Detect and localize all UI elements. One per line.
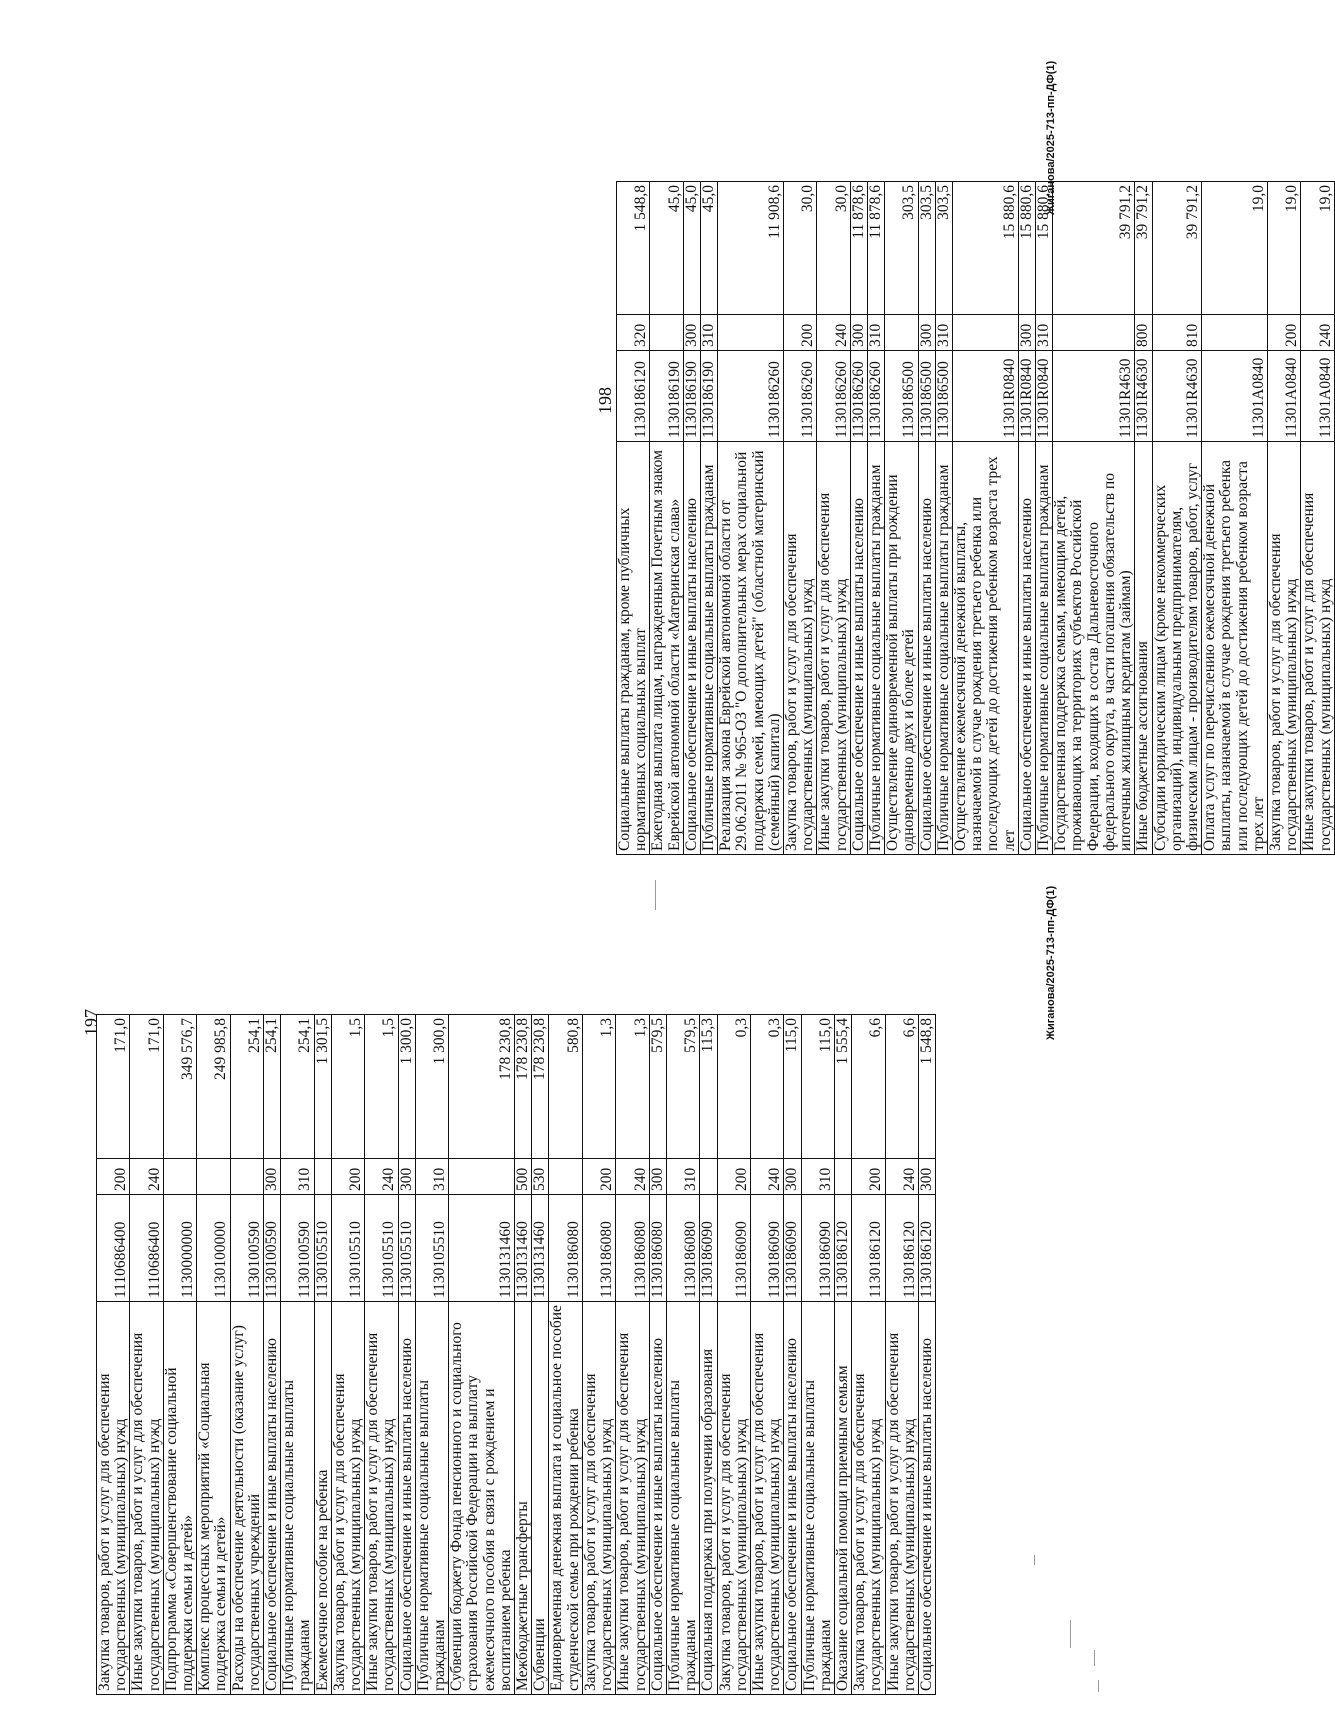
row-name: Социальное обеспечение и иные выплаты населению (683, 442, 700, 855)
row-name: Единовременная денежная выплата и социальное пособие студенческой семье при рождении ребенка (549, 1302, 582, 1695)
row-code: 1130186190 (701, 351, 718, 442)
row-type (885, 315, 918, 351)
table-row (868, 182, 885, 855)
row-type: 200 (784, 315, 817, 351)
row-code: 11301R0840 (1036, 351, 1053, 442)
table-row (616, 1015, 649, 1695)
row-amount: 0,3 (717, 1015, 750, 1159)
row-code: 1130186120 (885, 1195, 918, 1302)
row-amount: 15 880,6 (953, 182, 1019, 315)
row-name: Социальное обеспечение и иные выплаты населению (918, 442, 935, 855)
row-type (650, 315, 683, 351)
row-name: Закупка товаров, работ и услуг для обеспечения государственных (муниципальных) нужд (582, 1302, 615, 1695)
row-type (197, 1159, 230, 1195)
row-amount: 1,3 (582, 1015, 615, 1159)
row-type (1053, 315, 1135, 351)
row-amount: 178 230,8 (532, 1015, 549, 1159)
row-name: Публичные нормативные социальные выплаты гражданам (281, 1302, 314, 1695)
row-name: Закупка товаров, работ и услуг для обеспечения государственных (муниципальных) нужд (1267, 442, 1300, 855)
table-row (935, 182, 952, 855)
row-name: Субвенции бюджету Фонда пенсионного и социального страхования Российской Федерации на выплату ежемесячного пособия в связи с рождением и воспитанием ребенка (449, 1302, 515, 1695)
scan-mark (1034, 1555, 1035, 1565)
row-name: Межбюджетные трансферты (515, 1302, 532, 1695)
row-name: Публичные нормативные социальные выплаты гражданам (1036, 442, 1053, 855)
row-amount: 39 791,2 (1152, 182, 1202, 315)
row-amount: 579,5 (649, 1015, 666, 1159)
row-code: 1130186080 (549, 1195, 582, 1302)
row-code: 11301R0840 (1018, 351, 1035, 442)
row-name: Социальное обеспечение и иные выплаты населению (398, 1302, 415, 1695)
row-code: 1130186090 (717, 1195, 750, 1302)
row-name: Социальное обеспечение и иные выплаты населению (850, 442, 867, 855)
row-amount: 1,5 (365, 1015, 398, 1159)
row-amount: 0,3 (750, 1015, 783, 1159)
row-code: 1130186260 (817, 351, 850, 442)
row-code: 1130105510 (398, 1195, 415, 1302)
table-row (415, 1015, 448, 1695)
table-row (885, 1015, 918, 1695)
row-code: 11301A0840 (1301, 351, 1334, 442)
table-row (130, 1015, 163, 1695)
page-number-right: 198 (595, 387, 615, 414)
row-amount: 39 791,2 (1053, 182, 1135, 315)
footer-right: Жиганова/2025-713-пп-ДФ(1) (1045, 60, 1057, 215)
row-amount: 1 555,4 (834, 1015, 851, 1159)
row-code: 1130186120 (918, 1195, 935, 1302)
row-type: 310 (868, 315, 885, 351)
row-amount: 45,0 (701, 182, 718, 315)
row-type: 310 (415, 1159, 448, 1195)
row-amount: 171,0 (97, 1015, 130, 1159)
row-name: Ежегодная выплата лицам, награжденным Почетным знаком Еврейской автономной области «Материнская слава» (650, 442, 683, 855)
table-row (918, 1015, 935, 1695)
row-type: 300 (850, 315, 867, 351)
row-code: 1130186090 (801, 1195, 834, 1302)
row-type: 200 (97, 1159, 130, 1195)
row-amount: 45,0 (650, 182, 683, 315)
row-code: 11301R4630 (1135, 351, 1152, 442)
row-amount: 30,0 (784, 182, 817, 315)
row-type: 200 (331, 1159, 364, 1195)
row-code: 11301R4630 (1053, 351, 1135, 442)
footer-left: Жиганова/2025-713-пп-ДФ(1) (1045, 885, 1057, 1040)
row-name: Закупка товаров, работ и услуг для обеспечения государственных (муниципальных) нужд (331, 1302, 364, 1695)
table-row (885, 182, 918, 855)
row-amount: 19,0 (1202, 182, 1268, 315)
table-row (1053, 182, 1135, 855)
row-name: Иные закупки товаров, работ и услуг для обеспечения государственных (муниципальных) нужд (365, 1302, 398, 1695)
table-row (1018, 182, 1035, 855)
table-row (700, 1015, 717, 1695)
row-name: Публичные нормативные социальные выплаты гражданам (868, 442, 885, 855)
table-row (365, 1015, 398, 1695)
row-amount: 349 576,7 (163, 1015, 196, 1159)
row-amount: 45,0 (683, 182, 700, 315)
row-amount: 303,5 (918, 182, 935, 315)
table-row (817, 182, 850, 855)
row-name: Социальные выплаты гражданам, кроме публичных нормативных социальных выплат (617, 442, 650, 855)
row-amount: 1,3 (616, 1015, 649, 1159)
row-code: 1130186120 (852, 1195, 885, 1302)
scan-mark (1070, 1620, 1071, 1648)
row-type: 200 (582, 1159, 615, 1195)
row-amount: 15 880,6 (1018, 182, 1035, 315)
row-type (230, 1159, 263, 1195)
row-code: 1130186260 (718, 351, 784, 442)
row-amount: 254,1 (230, 1015, 263, 1159)
row-code: 1130105510 (314, 1195, 331, 1302)
row-type: 300 (784, 1159, 801, 1195)
row-name: Закупка товаров, работ и услуг для обеспечения государственных (муниципальных) нужд (97, 1302, 130, 1695)
row-amount: 1 548,8 (918, 1015, 935, 1159)
row-name: Публичные нормативные социальные выплаты гражданам (666, 1302, 699, 1695)
row-code: 1130131460 (449, 1195, 515, 1302)
table-row (649, 1015, 666, 1695)
row-type: 810 (1152, 315, 1202, 351)
table-row (97, 1015, 130, 1695)
row-amount: 249 985,8 (197, 1015, 230, 1159)
row-code: 1130100590 (281, 1195, 314, 1302)
table-row (582, 1015, 615, 1695)
row-amount: 1 301,5 (314, 1015, 331, 1159)
table-row (1267, 182, 1300, 855)
row-type: 240 (750, 1159, 783, 1195)
table-row (953, 182, 1019, 855)
row-code: 11301A0840 (1267, 351, 1300, 442)
table-row (852, 1015, 885, 1695)
row-type: 240 (365, 1159, 398, 1195)
row-amount: 580,8 (549, 1015, 582, 1159)
table-row (717, 1015, 750, 1695)
table-row (801, 1015, 834, 1695)
row-type: 240 (885, 1159, 918, 1195)
row-code: 1130100000 (197, 1195, 230, 1302)
row-code: 1130131460 (532, 1195, 549, 1302)
row-name: Социальное обеспечение и иные выплаты населению (264, 1302, 281, 1695)
row-type (700, 1159, 717, 1195)
table-row (750, 1015, 783, 1695)
row-amount: 171,0 (130, 1015, 163, 1159)
row-code: 1130186080 (666, 1195, 699, 1302)
row-code: 1130186090 (784, 1195, 801, 1302)
row-type: 240 (130, 1159, 163, 1195)
table-row (398, 1015, 415, 1695)
row-name: Комплекс процессных мероприятий «Социальная поддержка семьи и детей» (197, 1302, 230, 1695)
page-number-left: 197 (81, 1009, 101, 1036)
row-name: Иные закупки товаров, работ и услуг для обеспечения государственных (муниципальных) нужд (616, 1302, 649, 1695)
row-name: Реализация закона Еврейской автономной области от 29.06.2011 № 965-ОЗ "О дополнительных мерах социальной поддержки семей, имеющих детей" (областной материнский (семейный) капитал) (718, 442, 784, 855)
row-code: 1130186260 (784, 351, 817, 442)
row-type: 310 (666, 1159, 699, 1195)
row-code: 1130105510 (331, 1195, 364, 1302)
row-code: 1130186500 (885, 351, 918, 442)
row-code: 1130186190 (650, 351, 683, 442)
row-code: 1110686400 (130, 1195, 163, 1302)
row-type: 300 (918, 315, 935, 351)
row-amount: 254,1 (264, 1015, 281, 1159)
table-row (449, 1015, 515, 1695)
row-type: 800 (1135, 315, 1152, 351)
row-name: Оплата услуг по перечислению ежемесячной денежной выплаты, назначаемой в случае рождения третьего ребенка или последующих детей до достижения ребенком возраста трех лет (1202, 442, 1268, 855)
table-row (617, 182, 650, 855)
row-type (163, 1159, 196, 1195)
row-name: Осуществление ежемесячной денежной выплаты, назначаемой в случае рождения третьего ребенка или последующих детей до достижения ребенком возраста трех лет (953, 442, 1019, 855)
table-row (1152, 182, 1202, 855)
row-name: Ежемесячное пособие на ребенка (314, 1302, 331, 1695)
row-amount: 178 230,8 (515, 1015, 532, 1159)
table-row (331, 1015, 364, 1695)
table-row (701, 182, 718, 855)
row-code: 1130100590 (264, 1195, 281, 1302)
row-name: Осуществление единовременной выплаты при рождении одновременно двух и более детей (885, 442, 918, 855)
row-type (834, 1159, 851, 1195)
table-row (918, 182, 935, 855)
row-name: Расходы на обеспечение деятельности (оказание услуг) государственных учреждений (230, 1302, 263, 1695)
table-row (1301, 182, 1334, 855)
row-type: 320 (617, 315, 650, 351)
row-code: 1130100590 (230, 1195, 263, 1302)
table-row (1202, 182, 1268, 855)
row-amount: 19,0 (1267, 182, 1300, 315)
row-type: 240 (1301, 315, 1334, 351)
row-code: 1130186120 (834, 1195, 851, 1302)
row-type (549, 1159, 582, 1195)
row-name: Публичные нормативные социальные выплаты гражданам (801, 1302, 834, 1695)
row-name: Подпрограмма «Совершенствование социальной поддержки семьи и детей» (163, 1302, 196, 1695)
table-row (515, 1015, 532, 1695)
table-row (850, 182, 867, 855)
row-name: Оказание социальной помощи приемным семьям (834, 1302, 851, 1695)
row-amount: 579,5 (666, 1015, 699, 1159)
table-row (666, 1015, 699, 1695)
table-row (532, 1015, 549, 1695)
row-code: 1130186500 (935, 351, 952, 442)
row-code: 1130186080 (616, 1195, 649, 1302)
row-type: 310 (1036, 315, 1053, 351)
row-code: 1110686400 (97, 1195, 130, 1302)
row-type: 300 (264, 1159, 281, 1195)
row-name: Закупка товаров, работ и услуг для обеспечения государственных (муниципальных) нужд (852, 1302, 885, 1695)
row-amount: 115,0 (784, 1015, 801, 1159)
row-code: 1130186080 (649, 1195, 666, 1302)
table-row (230, 1015, 263, 1695)
row-code: 1130186260 (868, 351, 885, 442)
table-row (683, 182, 700, 855)
row-name: Иные закупки товаров, работ и услуг для обеспечения государственных (муниципальных) нужд (750, 1302, 783, 1695)
row-name: Закупка товаров, работ и услуг для обеспечения государственных (муниципальных) нужд (717, 1302, 750, 1695)
scan-mark (1094, 1650, 1095, 1666)
table-row (834, 1015, 851, 1695)
row-type: 300 (649, 1159, 666, 1195)
row-amount: 1 300,0 (415, 1015, 448, 1159)
table-row (197, 1015, 230, 1695)
scan-mark (655, 880, 656, 910)
budget-table-left (96, 1014, 936, 1695)
table-row (163, 1015, 196, 1695)
row-name: Иные закупки товаров, работ и услуг для обеспечения государственных (муниципальных) нужд (130, 1302, 163, 1695)
row-name: Публичные нормативные социальные выплаты гражданам (415, 1302, 448, 1695)
row-name: Субвенции (532, 1302, 549, 1695)
table-row (1036, 182, 1053, 855)
row-amount: 6,6 (852, 1015, 885, 1159)
row-amount: 11 878,6 (868, 182, 885, 315)
row-amount: 11 878,6 (850, 182, 867, 315)
row-code: 1130105510 (365, 1195, 398, 1302)
row-type: 300 (1018, 315, 1035, 351)
row-amount: 303,5 (885, 182, 918, 315)
row-code: 1130186120 (617, 351, 650, 442)
row-name: Публичные нормативные социальные выплаты гражданам (701, 442, 718, 855)
row-amount: 30,0 (817, 182, 850, 315)
row-name: Социальное обеспечение и иные выплаты населению (784, 1302, 801, 1695)
row-name: Социальная поддержка при получении образования (700, 1302, 717, 1695)
row-code: 1130186090 (700, 1195, 717, 1302)
table-row (784, 1015, 801, 1695)
row-type: 200 (1267, 315, 1300, 351)
row-name: Иные закупки товаров, работ и услуг для обеспечения государственных (муниципальных) нужд (1301, 442, 1334, 855)
table-row (1135, 182, 1152, 855)
budget-table-right (616, 181, 1335, 855)
row-code: 11301R4630 (1152, 351, 1202, 442)
row-code: 1130105510 (415, 1195, 448, 1302)
row-code: 1130131460 (515, 1195, 532, 1302)
row-type (1202, 315, 1268, 351)
row-type: 200 (852, 1159, 885, 1195)
row-amount: 1 548,8 (617, 182, 650, 315)
row-amount: 115,3 (700, 1015, 717, 1159)
row-name: Иные закупки товаров, работ и услуг для обеспечения государственных (муниципальных) нужд (817, 442, 850, 855)
row-amount: 39 791,2 (1135, 182, 1152, 315)
table-row (281, 1015, 314, 1695)
row-name: Государственная поддержка семьям, имеющим детей, проживающих на территориях субъектов Российской Федерации, входящих в состав Дальневосточного федерального округа, в части погашения обязательств по ипотечным жилищным кредитам (займам) (1053, 442, 1135, 855)
row-type: 310 (281, 1159, 314, 1195)
row-code: 1130186190 (683, 351, 700, 442)
row-amount: 303,5 (935, 182, 952, 315)
row-type: 310 (935, 315, 952, 351)
table-row (549, 1015, 582, 1695)
row-name: Социальное обеспечение и иные выплаты населению (1018, 442, 1035, 855)
row-amount: 11 908,6 (718, 182, 784, 315)
table-row (650, 182, 683, 855)
row-code: 1130186090 (750, 1195, 783, 1302)
row-type: 300 (683, 315, 700, 351)
table-row (264, 1015, 281, 1695)
row-type: 310 (701, 315, 718, 351)
row-type: 530 (532, 1159, 549, 1195)
row-name: Публичные нормативные социальные выплаты гражданам (935, 442, 952, 855)
row-name: Иные закупки товаров, работ и услуг для обеспечения государственных (муниципальных) нужд (885, 1302, 918, 1695)
scan-mark (1098, 1680, 1099, 1692)
row-amount: 115,0 (801, 1015, 834, 1159)
row-type (314, 1159, 331, 1195)
row-name: Социальное обеспечение и иные выплаты населению (649, 1302, 666, 1695)
row-type: 200 (717, 1159, 750, 1195)
row-name: Иные бюджетные ассигнования (1135, 442, 1152, 855)
row-type (449, 1159, 515, 1195)
row-code: 1130186260 (850, 351, 867, 442)
row-type: 240 (817, 315, 850, 351)
row-amount: 254,1 (281, 1015, 314, 1159)
row-name: Закупка товаров, работ и услуг для обеспечения государственных (муниципальных) нужд (784, 442, 817, 855)
row-amount: 15 880,6 (1036, 182, 1053, 315)
row-code: 1130186080 (582, 1195, 615, 1302)
row-code: 11301A0840 (1202, 351, 1268, 442)
row-type: 310 (801, 1159, 834, 1195)
row-code: 1130186500 (918, 351, 935, 442)
row-amount: 1 300,0 (398, 1015, 415, 1159)
row-amount: 178 230,8 (449, 1015, 515, 1159)
row-amount: 19,0 (1301, 182, 1334, 315)
row-amount: 6,6 (885, 1015, 918, 1159)
row-name: Социальное обеспечение и иные выплаты населению (918, 1302, 935, 1695)
row-type (718, 315, 784, 351)
table-row (314, 1015, 331, 1695)
row-type: 300 (918, 1159, 935, 1195)
row-amount: 1,5 (331, 1015, 364, 1159)
row-name: Субсидии юридическим лицам (кроме некоммерческих организаций), индивидуальным предпринимателям, физическим лицам - производителям товаров, работ, услуг (1152, 442, 1202, 855)
row-type: 500 (515, 1159, 532, 1195)
row-type: 300 (398, 1159, 415, 1195)
table-row (784, 182, 817, 855)
row-type: 240 (616, 1159, 649, 1195)
row-type (953, 315, 1019, 351)
row-code: 1130000000 (163, 1195, 196, 1302)
table-row (718, 182, 784, 855)
row-code: 11301R0840 (953, 351, 1019, 442)
